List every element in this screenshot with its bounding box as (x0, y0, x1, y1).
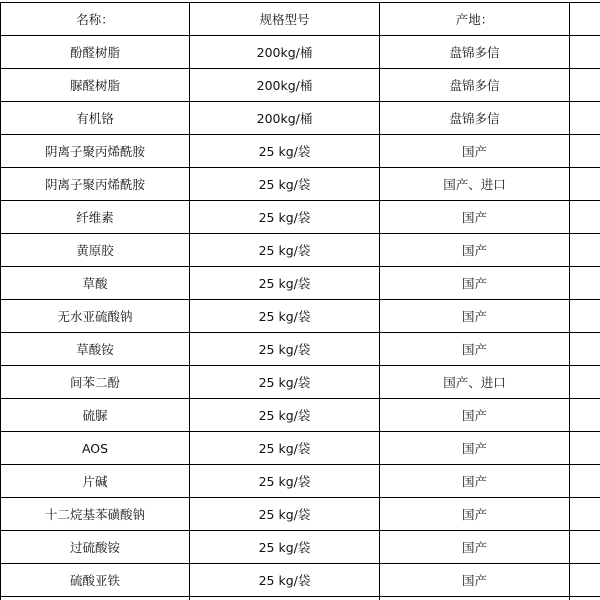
cell-spec: 25 kg/袋 (190, 432, 380, 465)
cell-name: 阴离子聚丙烯酰胺 (1, 168, 190, 201)
cell-origin: 国产 (380, 234, 570, 267)
cell-name: 硫脲 (1, 399, 190, 432)
cell-origin: 国产 (380, 465, 570, 498)
header-spec: 规格型号 (190, 3, 380, 36)
cell-name: 草酸 (1, 267, 190, 300)
cell-spec: 25 kg/袋 (190, 300, 380, 333)
table-row (1, 267, 600, 300)
cell-extra (570, 597, 600, 600)
cell-name: 无水亚硫酸钠 (1, 300, 190, 333)
cell-spec: 25 kg/袋 (190, 135, 380, 168)
table-row (1, 234, 600, 267)
cell-origin: 国产 (380, 333, 570, 366)
cell-extra (570, 69, 600, 102)
header-origin: 产地： (380, 3, 570, 36)
cell-extra (570, 234, 600, 267)
cell-origin: 国产 (380, 267, 570, 300)
cell-origin (380, 597, 570, 600)
cell-name: 十二烷基苯磺酸钠 (1, 498, 190, 531)
cell-origin: 国产 (380, 201, 570, 234)
cell-spec: 25 kg/袋 (190, 399, 380, 432)
table-row (1, 498, 600, 531)
cell-extra (570, 399, 600, 432)
cell-name (1, 597, 190, 600)
cell-extra (570, 564, 600, 597)
table-row (1, 564, 600, 597)
cell-spec: 200kg/桶 (190, 69, 380, 102)
table-row (1, 531, 600, 564)
header-name: 名称： (1, 3, 190, 36)
cell-extra (570, 201, 600, 234)
cell-spec: 25 kg/袋 (190, 531, 380, 564)
cell-origin: 国产 (380, 432, 570, 465)
cell-origin: 国产 (380, 300, 570, 333)
table-row (1, 135, 600, 168)
cell-extra (570, 168, 600, 201)
cell-extra (570, 432, 600, 465)
cell-name: 草酸铵 (1, 333, 190, 366)
cell-name: 间苯二酚 (1, 366, 190, 399)
cell-name: 硫酸亚铁 (1, 564, 190, 597)
cell-extra (570, 300, 600, 333)
cell-spec: 25 kg/袋 (190, 168, 380, 201)
cell-name: 纤维素 (1, 201, 190, 234)
cell-origin: 国产 (380, 399, 570, 432)
table-row (1, 201, 600, 234)
cell-spec: 25 kg/袋 (190, 465, 380, 498)
cell-name: 脲醛树脂 (1, 69, 190, 102)
cell-extra (570, 333, 600, 366)
table-row (1, 300, 600, 333)
cell-name: 阴离子聚丙烯酰胺 (1, 135, 190, 168)
cell-extra (570, 267, 600, 300)
table-body (1, 36, 600, 600)
cell-origin: 国产、进口 (380, 366, 570, 399)
cell-spec (190, 597, 380, 600)
table-header-row (1, 3, 600, 36)
cell-origin: 盘锦多信 (380, 102, 570, 135)
cell-name: 有机铬 (1, 102, 190, 135)
table-row (1, 333, 600, 366)
cell-name: 酚醛树脂 (1, 36, 190, 69)
cell-spec: 25 kg/袋 (190, 498, 380, 531)
cell-extra (570, 531, 600, 564)
cell-origin: 盘锦多信 (380, 36, 570, 69)
cell-extra (570, 366, 600, 399)
cell-spec: 25 kg/袋 (190, 366, 380, 399)
cell-spec: 200kg/桶 (190, 36, 380, 69)
table-row (1, 69, 600, 102)
cell-spec: 25 kg/袋 (190, 564, 380, 597)
table-row (1, 168, 600, 201)
cell-spec: 25 kg/袋 (190, 234, 380, 267)
table-row (1, 366, 600, 399)
cell-name: 过硫酸铵 (1, 531, 190, 564)
product-table (0, 2, 600, 600)
table-row (1, 102, 600, 135)
cell-name: 黄原胶 (1, 234, 190, 267)
cell-name: 片碱 (1, 465, 190, 498)
cell-origin: 盘锦多信 (380, 69, 570, 102)
cell-spec: 25 kg/袋 (190, 333, 380, 366)
cell-origin: 国产、进口 (380, 168, 570, 201)
cell-origin: 国产 (380, 135, 570, 168)
cell-origin: 国产 (380, 498, 570, 531)
cell-spec: 200kg/桶 (190, 102, 380, 135)
cell-extra (570, 102, 600, 135)
cell-origin: 国产 (380, 531, 570, 564)
header-extra (570, 3, 600, 36)
cell-extra (570, 36, 600, 69)
table-row (1, 465, 600, 498)
table-row (1, 597, 600, 600)
table-row (1, 432, 600, 465)
table-row (1, 36, 600, 69)
cell-spec: 25 kg/袋 (190, 201, 380, 234)
cell-extra (570, 465, 600, 498)
cell-extra (570, 498, 600, 531)
table-row (1, 399, 600, 432)
cell-spec: 25 kg/袋 (190, 267, 380, 300)
cell-name: AOS (1, 432, 190, 465)
cell-origin: 国产 (380, 564, 570, 597)
cell-extra (570, 135, 600, 168)
